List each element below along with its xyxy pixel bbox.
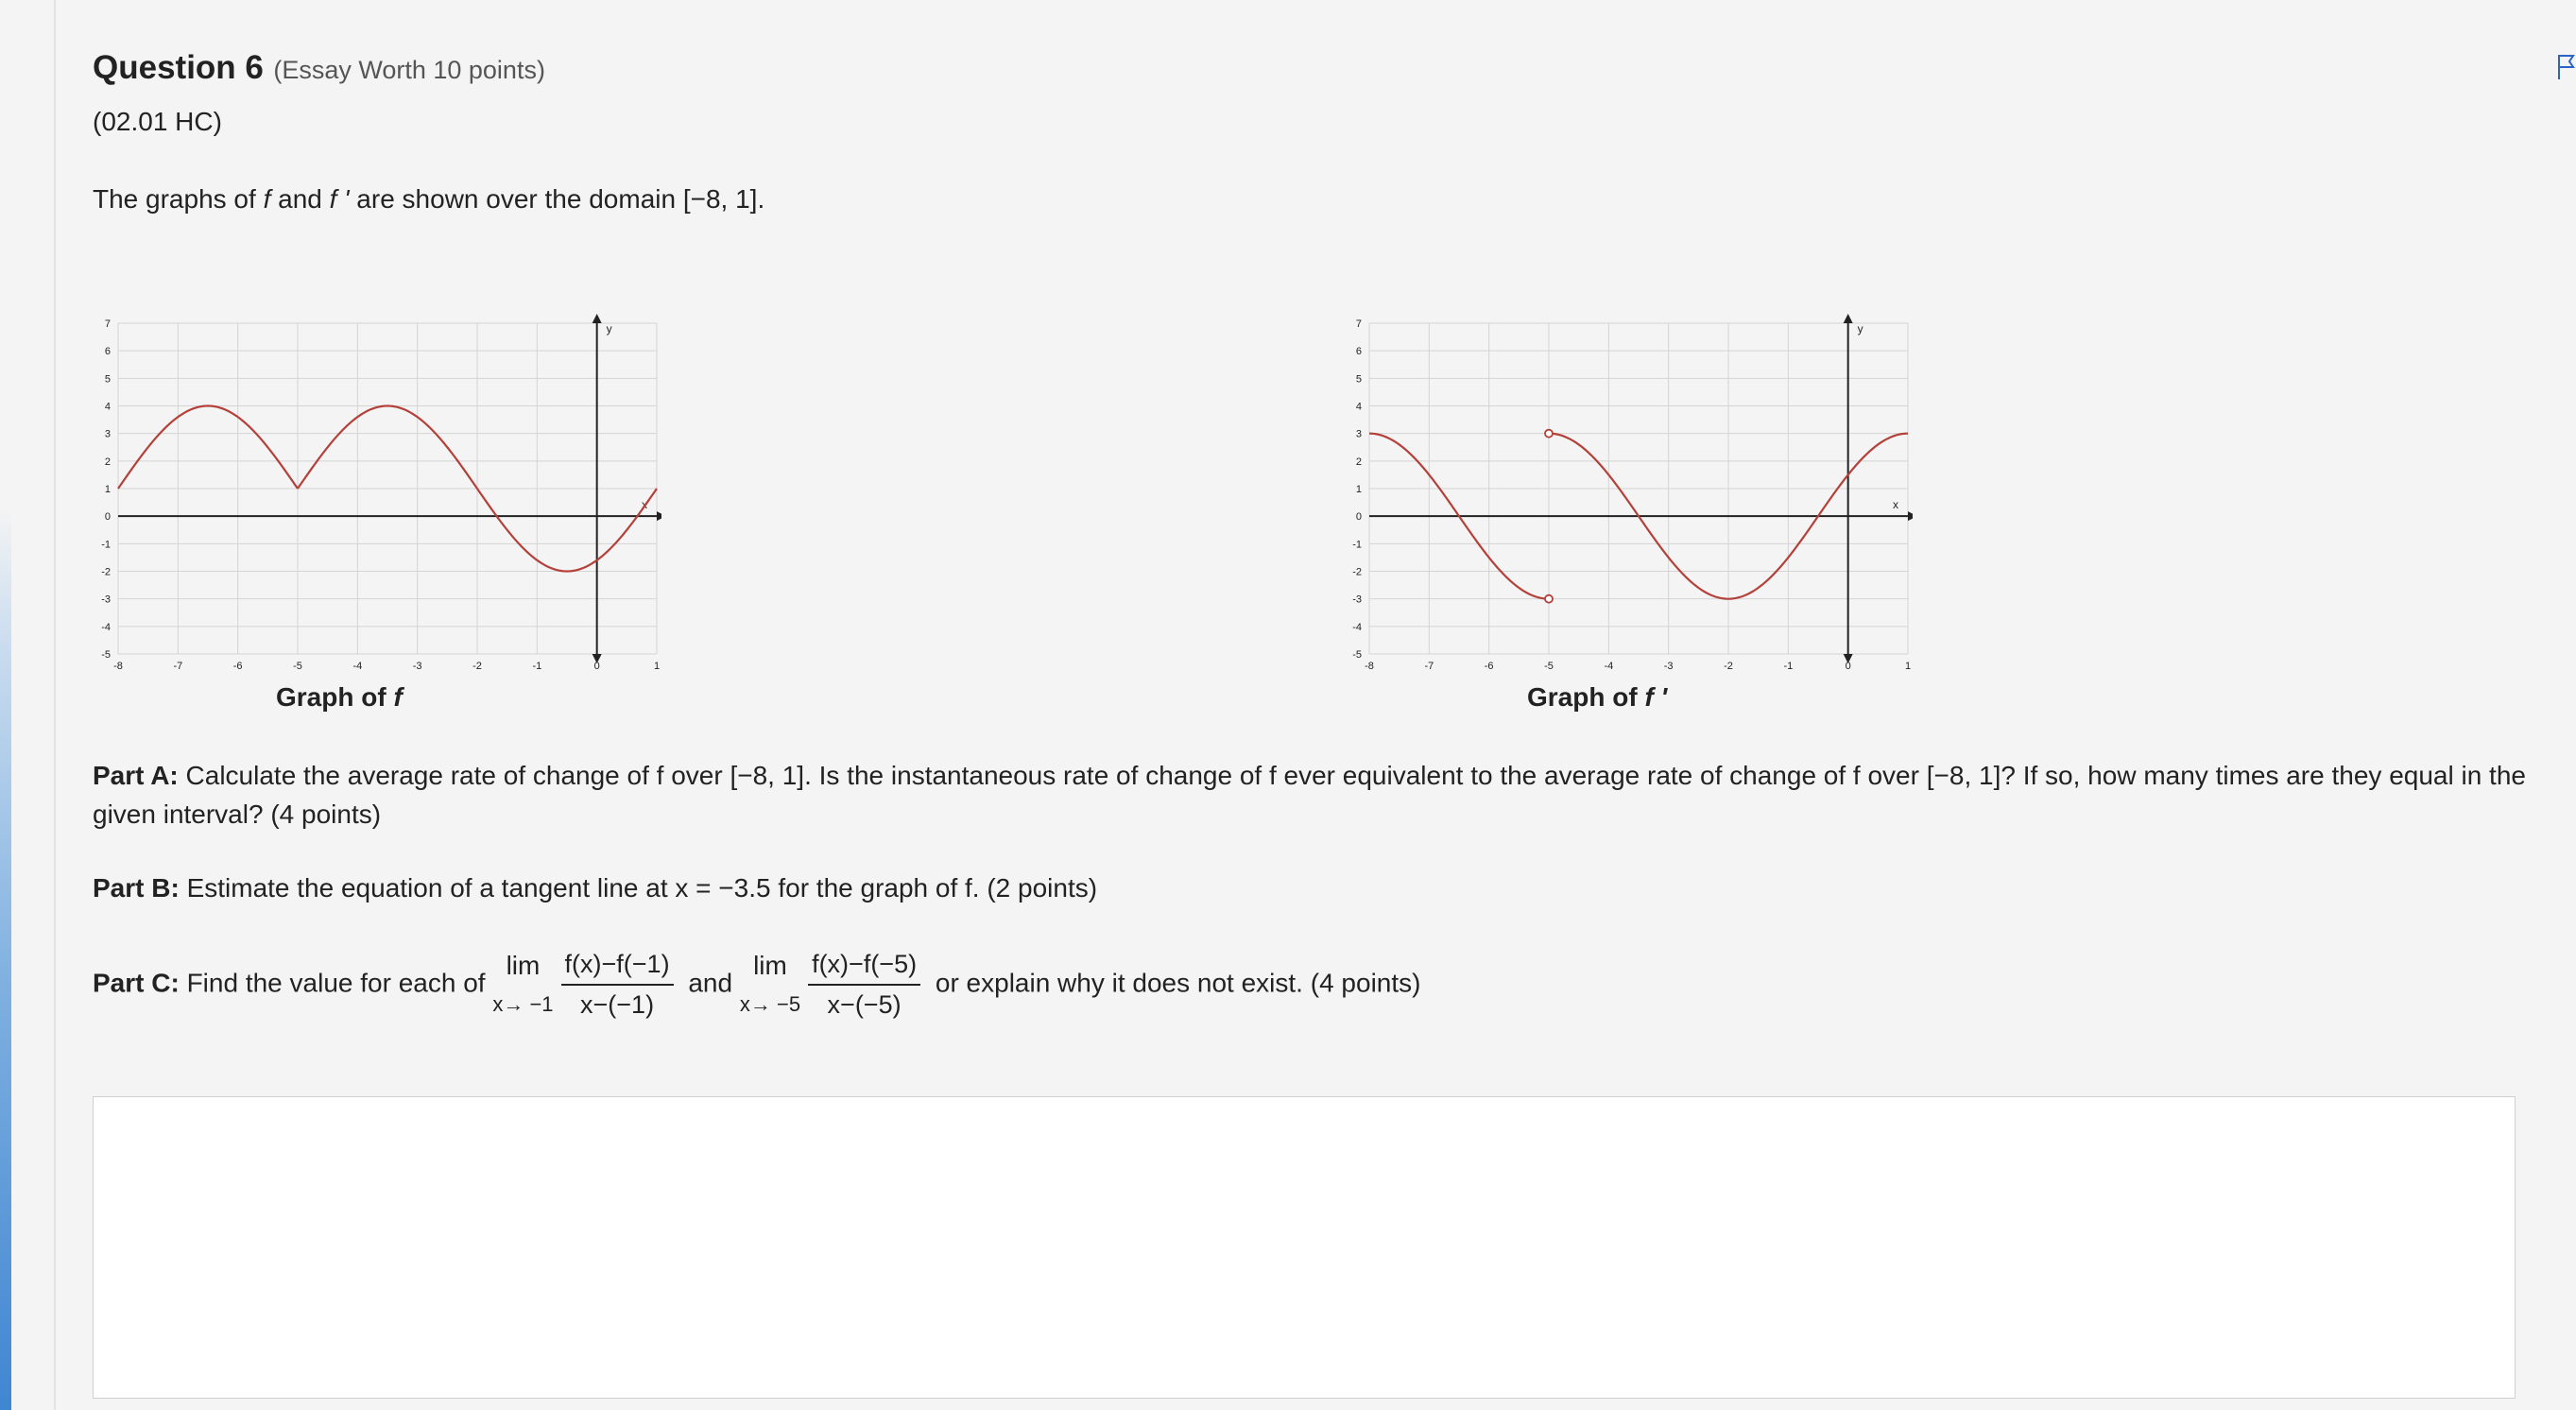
y-tick-label: -2 (1352, 566, 1362, 578)
intro-f: f (263, 184, 271, 214)
fraction-denominator: x−(−1) (580, 990, 655, 1019)
y-tick-label: 3 (104, 428, 111, 440)
y-axis-arrow-up (1844, 314, 1853, 323)
content-divider (54, 0, 56, 1410)
graph-fprime-svg (1346, 312, 1913, 680)
y-tick-label: 7 (1355, 318, 1362, 330)
intro-text: The graphs of (93, 184, 264, 214)
fraction-numerator: f(x)−f(−1) (561, 945, 674, 986)
x-tick-label: -7 (173, 661, 183, 672)
x-tick-label: -7 (1424, 661, 1434, 672)
x-tick-label: -1 (1783, 661, 1794, 672)
y-axis-label: y (1857, 322, 1863, 335)
open-circle-marker (1545, 595, 1553, 603)
x-tick-label: -2 (1724, 661, 1733, 672)
x-tick-label: -8 (1365, 661, 1374, 672)
y-tick-label: -3 (1352, 593, 1362, 606)
x-axis-arrow (1908, 511, 1913, 521)
y-tick-label: 5 (104, 373, 111, 386)
y-axis-arrow-up (592, 314, 602, 323)
x-tick-label: -5 (293, 661, 302, 672)
caption-text: Graph of (276, 682, 394, 712)
y-tick-label: 6 (1355, 346, 1362, 358)
x-tick-label: -5 (1544, 661, 1554, 672)
lim-word: lim (506, 951, 541, 980)
y-tick-label: 2 (104, 456, 111, 468)
x-tick-label: -4 (352, 661, 363, 672)
part-c-text: Find the value for each of (186, 968, 486, 998)
fraction-2 (808, 945, 920, 1024)
graph-fprime-caption (1527, 682, 1667, 713)
lim-subscript: x→ −1 (492, 992, 554, 1016)
part-a (93, 756, 2550, 834)
x-tick-label: -6 (1484, 661, 1494, 672)
x-tick-label: 1 (653, 661, 661, 672)
graph-f (94, 312, 661, 680)
question-title: Question 6 (93, 49, 264, 86)
x-tick-label: -3 (412, 661, 422, 672)
x-axis-label: x (1893, 498, 1898, 512)
x-tick-label: -4 (1604, 661, 1614, 672)
essay-answer-input[interactable] (94, 1097, 2515, 1398)
limit-expression-1 (492, 946, 553, 1023)
y-tick-label: -5 (1352, 649, 1362, 661)
caption-fn: f ' (1644, 682, 1668, 712)
y-tick-label: -4 (1352, 621, 1362, 633)
fraction-numerator: f(x)−f(−5) (808, 945, 920, 986)
y-tick-label: 7 (104, 318, 111, 330)
y-tick-label: -1 (101, 539, 111, 551)
x-tick-label: 0 (1845, 661, 1851, 672)
y-tick-label: 3 (1355, 428, 1362, 440)
y-axis-label: y (606, 322, 612, 335)
part-a-text: Calculate the average rate of change of f over [−8, 1]. Is the instantaneous rate of change of f ever equivalent to the average rate of change of f over [−8, 1]? If so, how many times are they equal in the given interval? (4 points) (93, 761, 2526, 829)
flag-icon[interactable] (2557, 53, 2576, 81)
y-tick-label: 6 (104, 346, 111, 358)
part-c-and: and (688, 968, 733, 998)
x-axis-label: x (642, 498, 647, 512)
y-tick-label: 0 (1355, 511, 1362, 524)
f-curve-left (118, 406, 298, 490)
part-c-text: or explain why it does not exist. (4 points) (935, 968, 1421, 998)
y-tick-label: -1 (1352, 539, 1362, 551)
caption-text: Graph of (1527, 682, 1645, 712)
y-tick-label: 1 (1355, 484, 1362, 495)
question-worth: (Essay Worth 10 points) (273, 56, 545, 84)
x-tick-label: 1 (1904, 661, 1912, 672)
lim-subscript: x→ −5 (739, 992, 801, 1016)
part-c (93, 945, 1420, 1024)
essay-answer-box[interactable] (93, 1096, 2516, 1399)
x-tick-label: -3 (1663, 661, 1674, 672)
x-tick-label: 0 (593, 661, 600, 672)
part-b (93, 868, 1097, 907)
y-tick-label: 5 (1355, 373, 1362, 386)
y-tick-label: 1 (104, 484, 111, 495)
y-tick-label: -5 (101, 649, 111, 661)
limit-expression-2 (740, 946, 800, 1023)
part-c-label: Part C: (93, 968, 180, 998)
y-tick-label: 4 (1355, 401, 1362, 413)
y-tick-label: -4 (101, 621, 111, 633)
graph-f-caption (276, 682, 403, 713)
question-header (93, 49, 545, 87)
graph-fprime (1346, 312, 1913, 680)
part-b-text: Estimate the equation of a tangent line at x = −3.5 for the graph of f. (2 points) (186, 873, 1098, 903)
part-a-label: Part A: (93, 761, 179, 790)
x-axis-arrow (657, 511, 661, 521)
y-tick-label: 2 (1355, 456, 1362, 468)
question-code: (02.01 HC) (93, 107, 222, 136)
caption-fn: f (393, 682, 403, 712)
graph-f-svg (94, 312, 661, 680)
x-tick-label: -1 (532, 661, 542, 672)
question-intro (93, 184, 764, 215)
open-circle-marker (1545, 430, 1553, 438)
y-tick-label: 0 (104, 511, 111, 524)
y-tick-label: 4 (104, 401, 111, 413)
intro-text: and (270, 184, 330, 214)
intro-fprime: f ' (329, 184, 350, 214)
intro-text: are shown over the domain [−8, 1]. (349, 184, 765, 214)
window-edge-gradient (0, 0, 11, 1410)
fraction-1 (561, 945, 674, 1024)
x-tick-label: -6 (232, 661, 243, 672)
lim-word: lim (753, 951, 787, 980)
part-b-label: Part B: (93, 873, 180, 903)
x-tick-label: -2 (472, 661, 482, 672)
x-tick-label: -8 (113, 661, 123, 672)
fraction-denominator: x−(−5) (827, 990, 902, 1019)
y-tick-label: -3 (101, 593, 111, 606)
y-tick-label: -2 (101, 566, 111, 578)
